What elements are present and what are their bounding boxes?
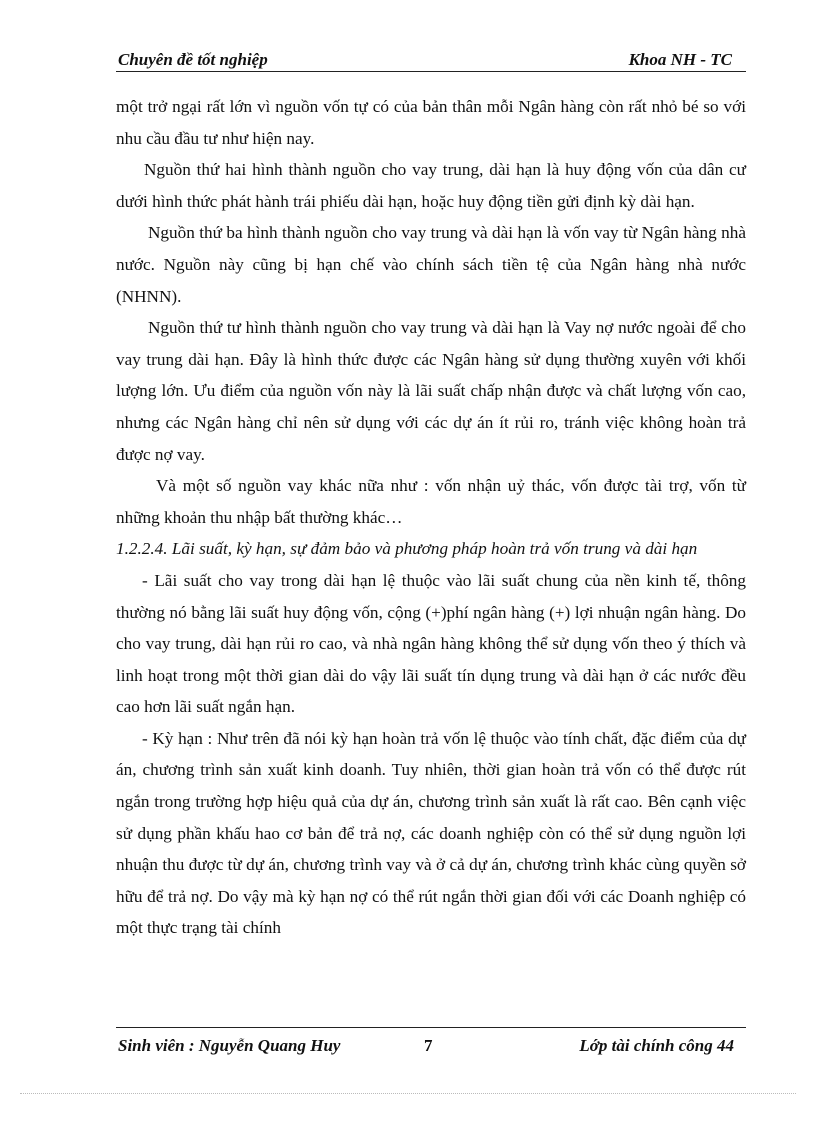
paragraph-6: - Lãi suất cho vay trong dài hạn lệ thuộc vào lãi suất chung của nền kinh tế, thông thường nó bằng lãi suất huy động vốn, cộng (+)phí ngân hàng (+) lợi nhuận ngân hàng. Do cho vay trung, dài hạn rủi ro cao, và nhà ngân hàng không thể sử dụng vốn theo ý thích và linh hoạt trong một thời gian dài do vậy lãi suất tín dụng trung và dài hạn ở các nước đều cao hơn lãi suất ngắn hạn. bbox=[116, 570, 746, 717]
paragraph-5: Và một số nguồn vay khác nữa như : vốn nhận uỷ thác, vốn được tài trợ, vốn từ những khoản thu nhập bất thường khác… bbox=[116, 476, 746, 527]
paragraph-4: Nguồn thứ tư hình thành nguồn cho vay trung và dài hạn là Vay nợ nước ngoài để cho vay trung dài hạn. Đây là hình thức được các Ngân hàng sử dụng thường xuyên với khối lượng lớn. Ưu điểm của nguồn vốn này là lãi suất chấp nhận được và chất lượng vốn cao, nhưng các Ngân hàng chỉ nên sử dụng với các dự án ít rủi ro, tránh việc không hoàn trả được nợ vay. bbox=[116, 318, 746, 464]
page-edge-divider bbox=[20, 1093, 796, 1094]
paragraph-1: một trở ngại rất lớn vì nguồn vốn tự có của bản thân mỗi Ngân hàng còn rất nhỏ bé so với nhu cầu đầu tư như hiện nay. bbox=[116, 97, 746, 148]
page-footer bbox=[116, 1027, 746, 1060]
page-number: 7 bbox=[424, 1036, 433, 1055]
paragraph-3: Nguồn thứ ba hình thành nguồn cho vay trung và dài hạn là vốn vay từ Ngân hàng nhà nước. Nguồn này cũng bị hạn chế vào chính sách tiền tệ của Ngân hàng nhà nước (NHNN). bbox=[116, 223, 746, 306]
paragraph-2: Nguồn thứ hai hình thành nguồn cho vay trung, dài hạn là huy động vốn của dân cư dưới hình thức phát hành trái phiếu dài hạn, hoặc huy động tiền gửi định kỳ dài hạn. bbox=[116, 160, 746, 211]
header-title: Chuyên đề tốt nghiệp bbox=[118, 50, 268, 69]
paragraph-7: - Kỳ hạn : Như trên đã nói kỳ hạn hoàn trả vốn lệ thuộc vào tính chất, đặc điểm của dự án, chương trình sản xuất kinh doanh. Tuy nhiên, thời gian hoàn trả vốn có thể được rút ngắn trong trường hợp hiệu quả của dự án, chương trình sản xuất là rất cao. Bên cạnh việc sử dụng phần khấu hao cơ bản để trả nợ, các doanh nghiệp còn có thể sử dụng nguồn lợi nhuận thu được từ dự án, chương trình vay và ở cả dự án, chương trình khác cùng quyền sở hữu để trả nợ. Do vậy mà kỳ hạn nợ có thể rút ngắn thời gian đối với các Doanh nghiệp có một thực trạng tài chính bbox=[116, 728, 746, 938]
page-header bbox=[116, 49, 746, 72]
footer-student: Sinh viên : Nguyễn Quang Huy bbox=[118, 1036, 341, 1055]
footer-class: Lớp tài chính công 44 bbox=[579, 1036, 734, 1055]
section-heading: 1.2.2.4. Lãi suất, kỳ hạn, sự đảm bảo và phương pháp hoàn trả vốn trung và dài hạn bbox=[116, 539, 698, 559]
page-body bbox=[116, 91, 746, 944]
header-faculty: Khoa NH - TC bbox=[628, 50, 732, 69]
